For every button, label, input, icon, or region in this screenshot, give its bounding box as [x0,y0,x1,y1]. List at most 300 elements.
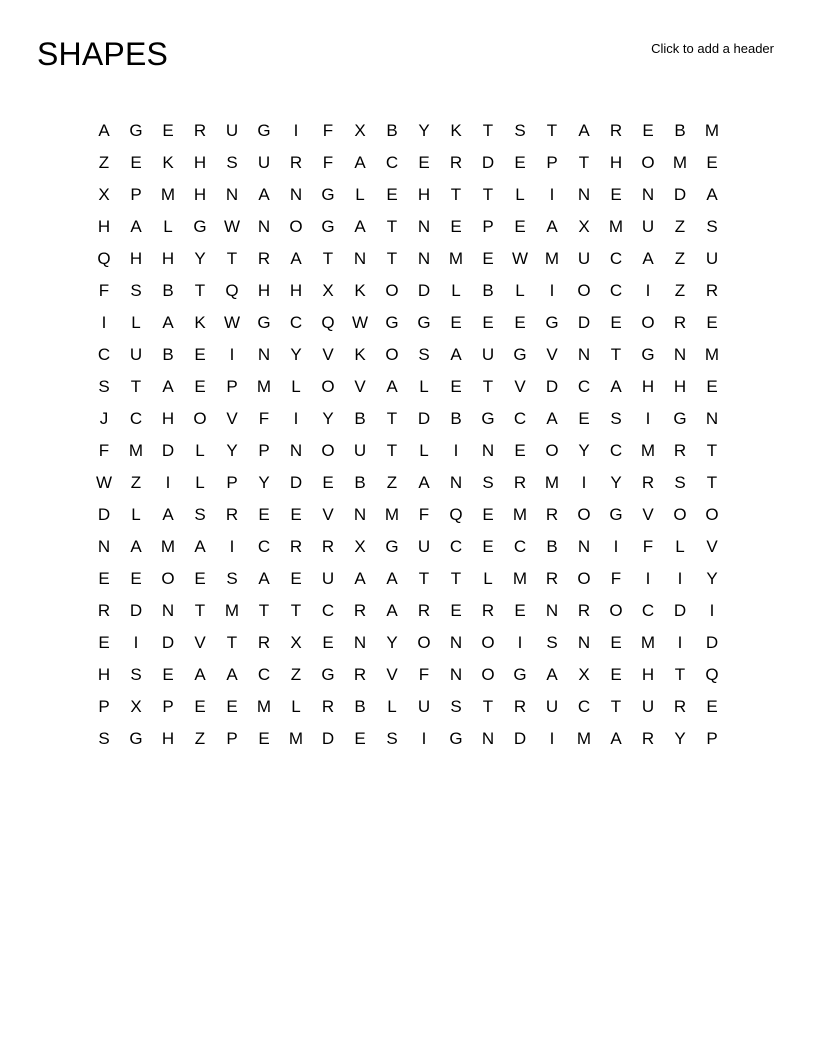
grid-letter: T [706,473,718,492]
grid-letter: T [610,345,622,364]
grid-row [88,243,728,275]
grid-letter: Y [290,345,302,364]
grid-letter: U [641,697,655,716]
grid-letter: F [418,505,430,524]
grid-letter: O [385,345,399,364]
grid-letter: L [131,505,141,524]
grid-letter: D [513,729,527,748]
grid-letter: O [289,217,303,236]
grid-letter: A [98,121,110,140]
grid-letter: E [418,153,430,172]
grid-letter: R [481,601,495,620]
grid-letter: S [130,281,142,300]
grid-letter: E [578,409,590,428]
grid-letter: P [706,729,718,748]
grid-letter: G [673,409,687,428]
grid-letter: U [417,697,431,716]
grid-letter: M [256,697,272,716]
grid-letter: M [512,569,528,588]
grid-letter: D [481,153,495,172]
grid-letter: E [162,665,174,684]
grid-letter: H [289,281,303,300]
grid-letter: T [482,697,494,716]
grid-letter: I [677,633,683,652]
grid-letter: C [513,409,527,428]
grid-letter: R [673,441,687,460]
grid-letter: T [194,281,206,300]
grid-letter: E [98,569,110,588]
grid-letter: G [193,217,207,236]
grid-letter: L [195,441,205,460]
grid-letter: F [98,441,110,460]
grid-letter: A [258,185,270,204]
grid-letter: T [450,185,462,204]
grid-letter: U [257,153,271,172]
grid-letter: Y [226,441,238,460]
grid-letter: A [354,569,366,588]
grid-letter: X [354,537,366,556]
grid-letter: Q [705,665,719,684]
grid-letter: I [645,281,651,300]
grid-letter: E [706,153,718,172]
grid-letter: T [226,633,238,652]
grid-letter: Y [258,473,270,492]
grid-letter: N [417,249,431,268]
grid-letter: C [321,601,335,620]
grid-letter: A [162,377,174,396]
grid-row [88,339,728,371]
grid-letter: T [674,665,686,684]
grid-letter: G [417,313,431,332]
grid-letter: O [641,153,655,172]
grid-letter: P [258,441,270,460]
grid-letter: A [546,665,558,684]
grid-letter: I [581,473,587,492]
grid-letter: A [386,601,398,620]
grid-letter: K [194,313,206,332]
grid-letter: H [641,377,655,396]
grid-letter: T [226,249,238,268]
grid-letter: R [193,121,207,140]
grid-row [88,435,728,467]
grid-letter: N [481,729,495,748]
grid-letter: D [673,601,687,620]
grid-letter: W [511,249,529,268]
grid-letter: A [610,729,622,748]
grid-letter: V [514,377,526,396]
grid-letter: I [613,537,619,556]
grid-letter: N [481,441,495,460]
grid-letter: A [290,249,302,268]
grid-letter: K [354,345,366,364]
grid-letter: C [609,441,623,460]
grid-letter: O [545,441,559,460]
grid-letter: E [482,505,494,524]
grid-letter: O [161,569,175,588]
grid-letter: T [322,249,334,268]
grid-letter: R [289,153,303,172]
grid-letter: E [162,121,174,140]
grid-letter: B [354,473,366,492]
grid-letter: U [481,345,495,364]
grid-letter: C [289,313,303,332]
grid-letter: E [706,377,718,396]
grid-letter: E [322,473,334,492]
grid-letter: S [674,473,686,492]
grid-letter: U [225,121,239,140]
grid-letter: X [354,121,366,140]
grid-row [88,115,728,147]
grid-row [88,723,728,755]
grid-letter: C [385,153,399,172]
grid-letter: U [705,249,719,268]
grid-letter: I [101,313,107,332]
grid-letter: H [129,249,143,268]
grid-letter: Y [322,409,334,428]
grid-letter: Z [674,217,686,236]
grid-letter: A [386,377,398,396]
grid-letter: C [257,665,271,684]
grid-letter: X [130,697,142,716]
grid-row [88,563,728,595]
grid-letter: H [673,377,687,396]
grid-letter: G [129,729,143,748]
grid-letter: I [133,633,139,652]
grid-letter: P [130,185,142,204]
grid-letter: I [453,441,459,460]
grid-letter: E [130,569,142,588]
grid-letter: D [705,633,719,652]
grid-letter: T [706,441,718,460]
grid-letter: D [289,473,303,492]
header-placeholder[interactable]: Click to add a header [651,41,774,56]
grid-letter: I [421,729,427,748]
grid-letter: E [290,569,302,588]
grid-letter: L [387,697,397,716]
grid-letter: R [545,569,559,588]
grid-letter: L [291,377,301,396]
grid-letter: R [225,505,239,524]
grid-letter: S [482,473,494,492]
grid-letter: H [609,153,623,172]
grid-letter: E [610,665,622,684]
grid-letter: H [193,185,207,204]
grid-letter: C [513,537,527,556]
grid-letter: E [610,185,622,204]
grid-letter: X [578,665,590,684]
grid-letter: Q [225,281,239,300]
grid-letter: M [544,249,560,268]
grid-letter: A [130,537,142,556]
grid-letter: N [353,249,367,268]
grid-letter: Q [449,505,463,524]
grid-row [88,403,728,435]
grid-letter: C [449,537,463,556]
grid-letter: L [195,473,205,492]
grid-letter: B [386,121,398,140]
grid-letter: G [257,121,271,140]
grid-letter: S [514,121,526,140]
grid-letter: N [449,633,463,652]
grid-letter: H [161,249,175,268]
grid-letter: N [577,185,591,204]
grid-letter: N [641,185,655,204]
grid-letter: A [418,473,430,492]
grid-letter: E [514,601,526,620]
grid-letter: N [705,409,719,428]
grid-letter: C [577,697,591,716]
grid-letter: N [257,217,271,236]
grid-letter: G [609,505,623,524]
grid-letter: N [545,601,559,620]
grid-letter: K [162,153,174,172]
grid-letter: T [290,601,302,620]
grid-letter: E [706,697,718,716]
grid-row [88,307,728,339]
grid-letter: O [577,505,591,524]
grid-letter: P [482,217,494,236]
grid-letter: R [513,697,527,716]
grid-letter: B [162,281,174,300]
grid-letter: E [450,217,462,236]
grid-letter: A [386,569,398,588]
grid-letter: N [577,537,591,556]
grid-letter: I [549,281,555,300]
grid-letter: E [482,313,494,332]
grid-letter: M [544,473,560,492]
grid-letter: M [256,377,272,396]
grid-letter: N [353,633,367,652]
grid-letter: R [545,505,559,524]
grid-letter: T [610,697,622,716]
grid-letter: R [609,121,623,140]
grid-letter: R [353,601,367,620]
grid-letter: L [131,313,141,332]
grid-letter: N [449,473,463,492]
grid-letter: P [226,473,238,492]
grid-letter: G [513,665,527,684]
grid-letter: T [258,601,270,620]
grid-letter: W [95,473,113,492]
grid-letter: H [193,153,207,172]
grid-letter: M [704,345,720,364]
grid-letter: O [577,569,591,588]
grid-letter: B [354,697,366,716]
grid-letter: Z [674,281,686,300]
grid-letter: H [257,281,271,300]
grid-letter: S [98,377,110,396]
grid-letter: O [577,281,591,300]
grid-letter: E [194,377,206,396]
grid-letter: M [512,505,528,524]
grid-letter: O [481,665,495,684]
grid-letter: S [546,633,558,652]
grid-letter: H [417,185,431,204]
grid-letter: N [673,345,687,364]
grid-letter: U [577,249,591,268]
grid-letter: P [162,697,174,716]
grid-letter: A [162,505,174,524]
grid-letter: M [704,121,720,140]
grid-letter: N [449,665,463,684]
grid-letter: V [322,505,334,524]
grid-letter: I [645,409,651,428]
grid-letter: A [194,665,206,684]
grid-letter: U [129,345,143,364]
grid-letter: O [641,313,655,332]
grid-letter: S [130,665,142,684]
grid-letter: T [386,441,398,460]
grid-letter: R [673,697,687,716]
grid-letter: F [258,409,270,428]
grid-letter: A [162,313,174,332]
grid-letter: A [130,217,142,236]
grid-letter: D [417,281,431,300]
grid-letter: P [226,729,238,748]
grid-letter: A [578,121,590,140]
grid-letter: D [321,729,335,748]
grid-letter: L [163,217,173,236]
grid-letter: N [161,601,175,620]
grid-letter: Y [674,729,686,748]
grid-letter: Z [98,153,110,172]
grid-letter: E [514,313,526,332]
grid-letter: T [418,569,430,588]
grid-letter: D [161,441,175,460]
grid-row [88,147,728,179]
grid-letter: E [610,313,622,332]
grid-letter: A [194,537,206,556]
grid-letter: L [675,537,685,556]
grid-letter: P [226,377,238,396]
grid-letter: K [450,121,462,140]
grid-letter: E [226,697,238,716]
grid-letter: E [482,537,494,556]
grid-letter: F [322,121,334,140]
grid-letter: S [450,697,462,716]
grid-letter: U [417,537,431,556]
grid-letter: T [386,217,398,236]
grid-letter: Z [194,729,206,748]
grid-letter: R [705,281,719,300]
grid-letter: R [641,473,655,492]
grid-row [88,275,728,307]
grid-letter: X [98,185,110,204]
grid-letter: T [194,601,206,620]
grid-letter: T [546,121,558,140]
grid-letter: L [451,281,461,300]
grid-letter: R [289,537,303,556]
grid-letter: U [353,441,367,460]
grid-letter: S [706,217,718,236]
grid-letter: S [98,729,110,748]
grid-letter: Q [321,313,335,332]
grid-row [88,371,728,403]
grid-letter: W [223,313,241,332]
grid-letter: D [161,633,175,652]
grid-letter: X [322,281,334,300]
grid-letter: D [673,185,687,204]
grid-letter: N [353,505,367,524]
grid-letter: R [673,313,687,332]
grid-letter: D [545,377,559,396]
grid-letter: E [194,345,206,364]
grid-letter: G [545,313,559,332]
grid-letter: B [674,121,686,140]
grid-letter: S [386,729,398,748]
grid-letter: U [321,569,335,588]
grid-letter: Z [290,665,302,684]
grid-letter: L [419,377,429,396]
grid-letter: S [610,409,622,428]
grid-letter: R [449,153,463,172]
grid-letter: M [640,633,656,652]
word-search-grid [88,115,728,755]
grid-letter: A [642,249,654,268]
grid-letter: P [98,697,110,716]
grid-letter: N [289,185,303,204]
grid-letter: N [257,345,271,364]
grid-letter: O [705,505,719,524]
grid-letter: Q [97,249,111,268]
grid-letter: T [130,377,142,396]
grid-letter: P [546,153,558,172]
grid-letter: T [386,249,398,268]
grid-row [88,595,728,627]
grid-letter: G [449,729,463,748]
grid-letter: G [321,665,335,684]
grid-letter: Y [706,569,718,588]
grid-letter: O [673,505,687,524]
grid-letter: V [322,345,334,364]
grid-letter: H [97,665,111,684]
grid-letter: T [450,569,462,588]
grid-letter: N [97,537,111,556]
grid-letter: E [194,697,206,716]
grid-letter: J [99,409,109,428]
grid-letter: M [672,153,688,172]
grid-row [88,691,728,723]
grid-letter: D [129,601,143,620]
grid-letter: N [577,345,591,364]
grid-letter: B [162,345,174,364]
grid-letter: R [97,601,111,620]
grid-letter: M [448,249,464,268]
grid-letter: F [418,665,430,684]
grid-letter: E [386,185,398,204]
grid-letter: M [576,729,592,748]
grid-letter: B [354,409,366,428]
grid-letter: C [129,409,143,428]
grid-letter: E [450,313,462,332]
grid-letter: N [225,185,239,204]
grid-letter: R [321,537,335,556]
grid-letter: Z [130,473,142,492]
grid-letter: C [577,377,591,396]
grid-letter: V [194,633,206,652]
grid-letter: T [482,377,494,396]
grid-letter: M [160,537,176,556]
grid-letter: M [288,729,304,748]
grid-letter: M [224,601,240,620]
grid-letter: O [321,441,335,460]
grid-letter: E [98,633,110,652]
grid-letter: B [546,537,558,556]
grid-letter: E [610,633,622,652]
grid-row [88,499,728,531]
grid-letter: Y [194,249,206,268]
grid-letter: A [546,409,558,428]
